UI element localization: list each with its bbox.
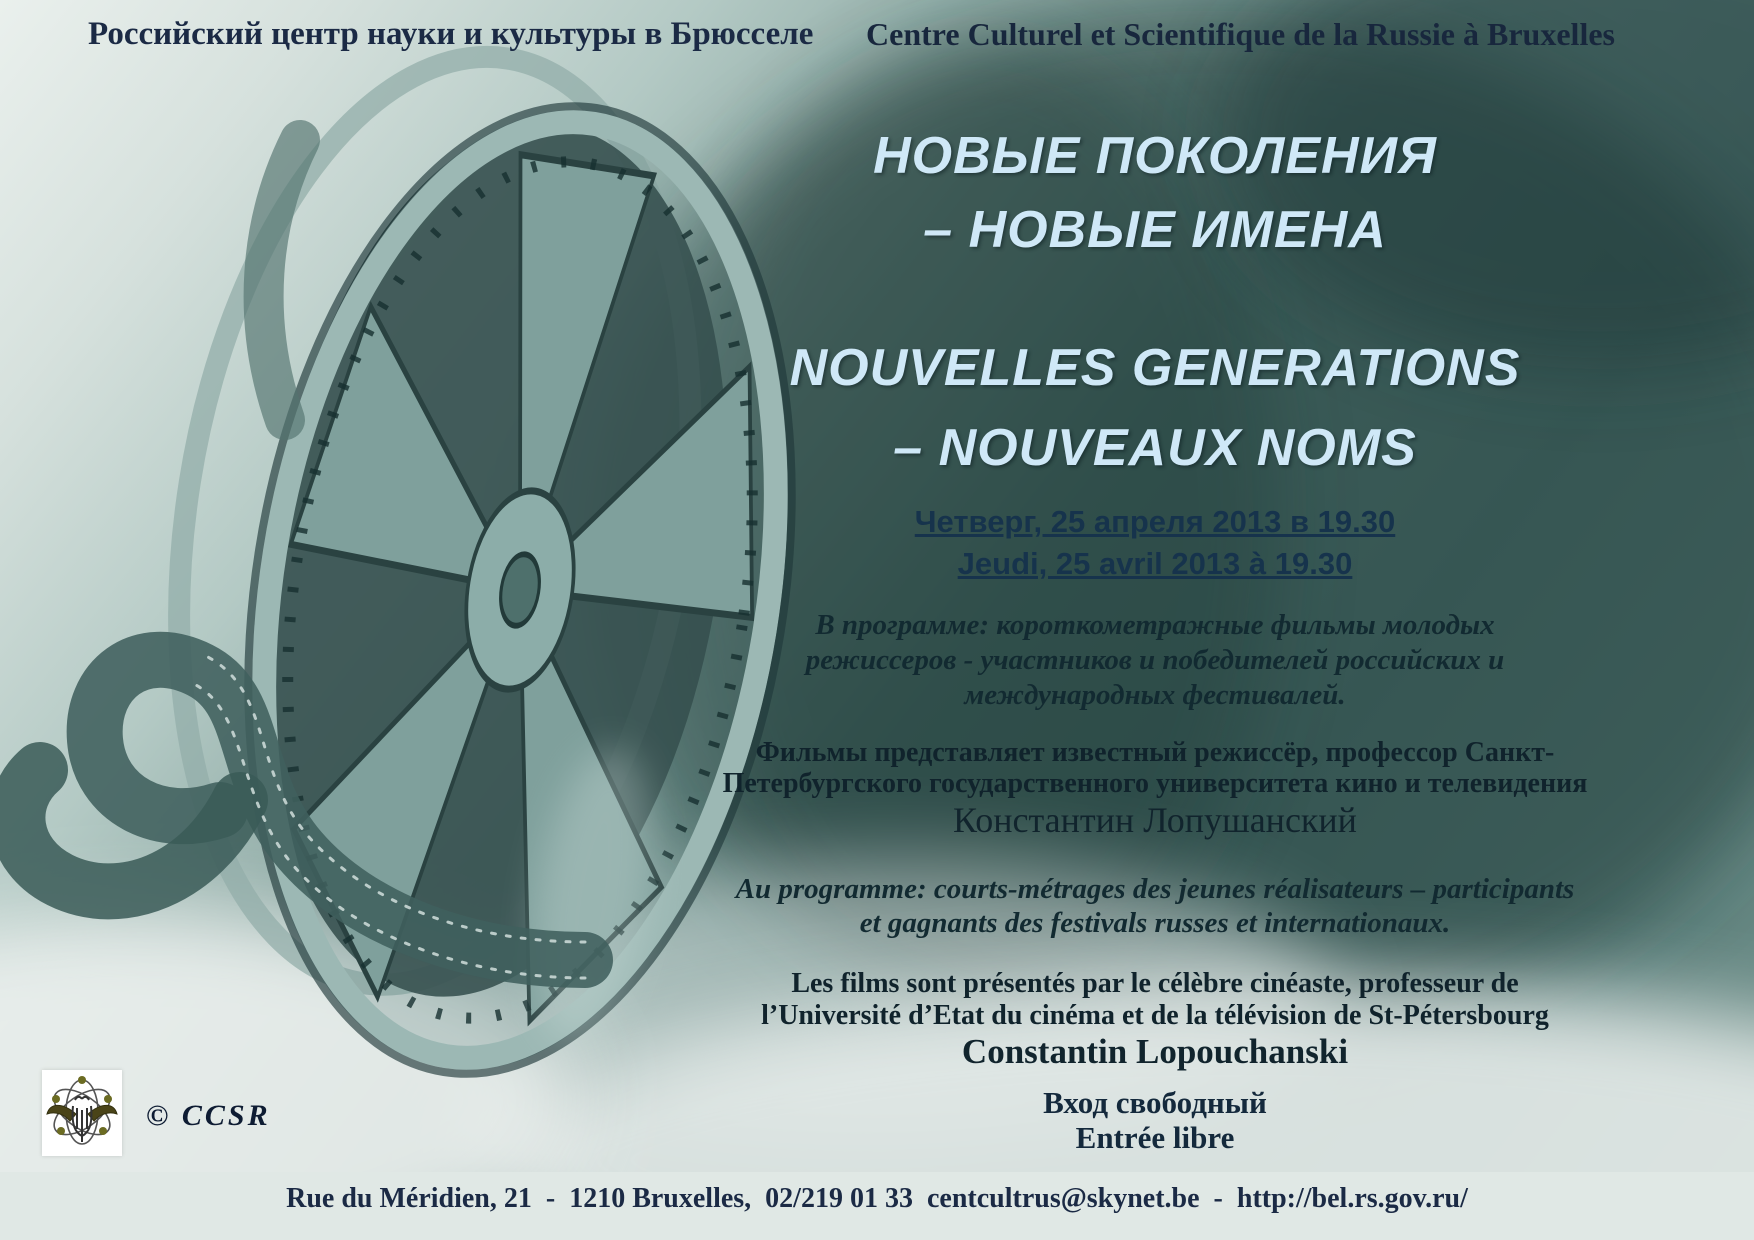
- presenter-info-ru: [705, 737, 1605, 799]
- event-title-fr-line2-text: – NOUVEAUX NOMS: [893, 419, 1417, 477]
- eagle-atom-lyre-icon: [42, 1070, 122, 1156]
- admission-ru: Вход свободный: [1043, 1085, 1267, 1120]
- copyright-ccsr: © CCSR: [146, 1099, 271, 1132]
- program-ru-line2: режиссеров - участников и победителей российских и: [805, 644, 1505, 676]
- presenter-name-ru: [705, 799, 1605, 841]
- admission-info: [705, 1085, 1605, 1155]
- presenter-fr-line1: Les films sont présentés par le célèbre cinéaste, professeur de: [791, 968, 1519, 999]
- event-title-ru-line2: [705, 200, 1605, 260]
- event-title-fr-line1-text: NOUVELLES GENERATIONS: [789, 339, 1521, 397]
- presenter-ru-line1: Фильмы представляет известный режиссёр, профессор Санкт-: [755, 737, 1555, 768]
- event-title-ru-line2-text: – НОВЫЕ ИМЕНА: [923, 201, 1387, 259]
- presenter-name-fr: [705, 1032, 1605, 1072]
- program-ru-line3: международных фестивалей.: [964, 679, 1346, 711]
- presenter-info-fr: [705, 968, 1605, 1032]
- program-fr-line2: et gagnants des festivals russes et internationaux.: [859, 907, 1451, 939]
- event-datetime-ru: [705, 504, 1605, 540]
- contact-address-line: Rue du Méridien, 21 - 1210 Bruxelles, 02/219 01 33 centcultrus@skynet.be - http://bel.rs.gov.ru/: [286, 1183, 1468, 1214]
- program-description-ru: [705, 608, 1605, 713]
- presenter-fr-line2: l’Université d’Etat du cinéma et de la télévision de St-Pétersbourg: [761, 1000, 1549, 1031]
- event-title-ru-line1: [705, 126, 1605, 186]
- event-datetime-fr-text: Jeudi, 25 avril 2013 à 19.30: [957, 546, 1353, 581]
- program-ru-line1: В программе: короткометражные фильмы молодых: [815, 609, 1495, 641]
- org-name-ru: Российский центр науки и культуры в Брюсселе: [88, 16, 814, 52]
- event-title-fr-line2: [705, 418, 1605, 478]
- ccsr-emblem-logo: [42, 1070, 122, 1156]
- event-title-ru-line1-text: НОВЫЕ ПОКОЛЕНИЯ: [873, 127, 1437, 185]
- program-fr-line1: Au programme: courts-métrages des jeunes réalisateurs – participants: [735, 873, 1575, 905]
- presenter-name-fr-text: Constantin Lopouchanski: [961, 1032, 1349, 1071]
- event-title-fr-line1: [705, 338, 1605, 398]
- event-datetime-ru-text: Четверг, 25 апреля 2013 в 19.30: [914, 504, 1396, 539]
- presenter-ru-line2: Петербургского государственного университета кино и телевидения: [722, 768, 1588, 799]
- admission-fr: Entrée libre: [1075, 1120, 1235, 1155]
- program-description-fr: [705, 872, 1605, 940]
- org-name-fr: Centre Culturel et Scientifique de la Russie à Bruxelles: [866, 16, 1615, 52]
- event-datetime-fr: [705, 546, 1605, 582]
- presenter-name-ru-text: Константин Лопушанский: [953, 800, 1357, 840]
